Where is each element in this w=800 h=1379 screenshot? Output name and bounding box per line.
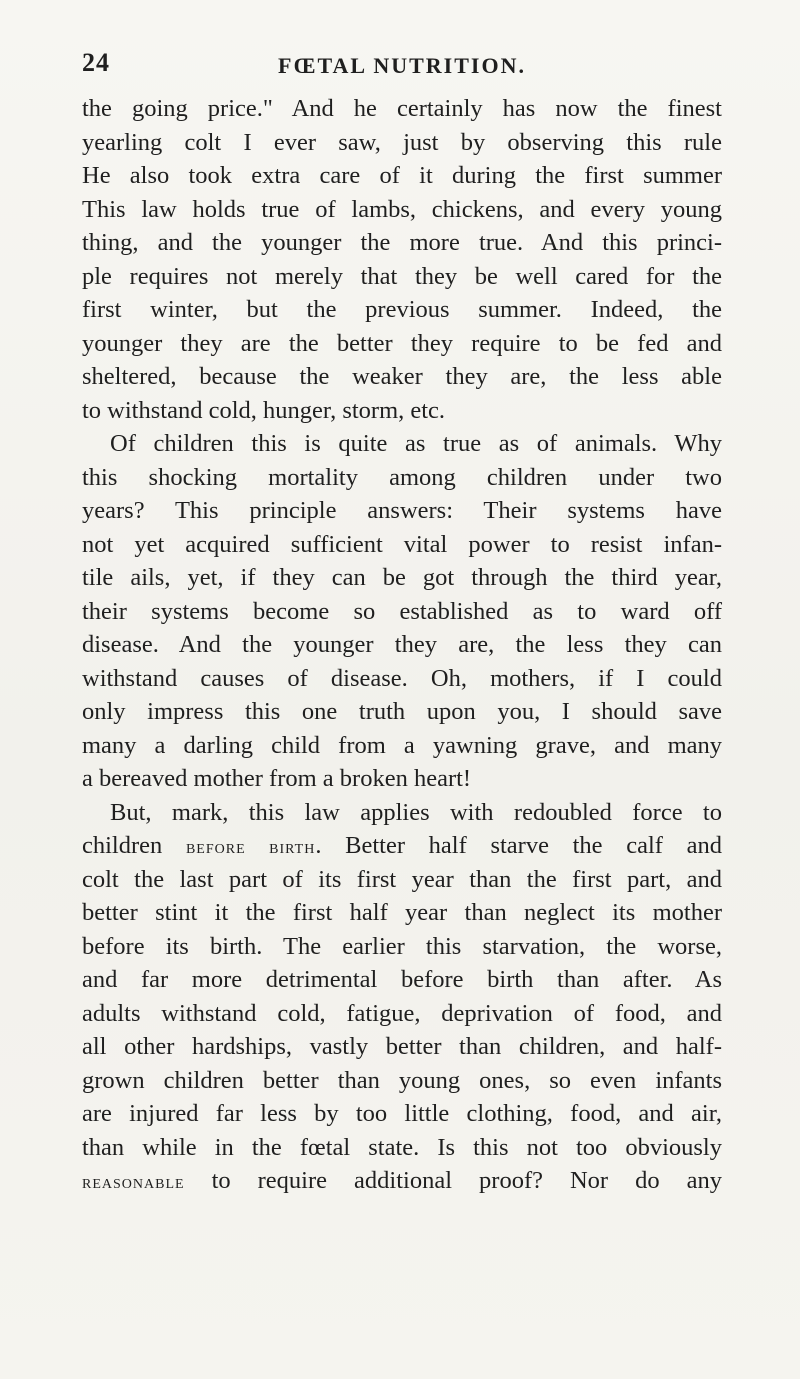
text-line: only impress this one truth upon you, I should save <box>82 698 722 725</box>
text-line: years? This principle answers: Their systems have <box>82 497 722 524</box>
text-line: not yet acquired sufficient vital power to resist infan- <box>82 530 722 558</box>
text-line: than while in the fœtal state. Is this not too obviously <box>82 1133 722 1161</box>
text-line: disease. And the younger they are, the less they can <box>82 631 722 658</box>
text-line: sheltered, because the weaker they are, the less able <box>82 363 722 390</box>
body-text <box>82 92 722 1198</box>
text-line: Of children this is quite as true as of animals. Why <box>110 430 722 457</box>
text-line: a bereaved mother from a broken heart! <box>82 765 472 792</box>
text-line: are injured far less by too little clothing, food, and air, <box>82 1100 722 1127</box>
text-line: This law holds true of lambs, chickens, and every young <box>82 195 722 223</box>
page-number: 24 <box>82 48 110 77</box>
small-caps-phrase: reasonable <box>82 1171 185 1193</box>
text-line: thing, and the younger the more true. And this princi- <box>82 229 722 256</box>
text-line: yearling colt I ever saw, just by observing this rule <box>82 128 722 156</box>
text-fragment: to require additional proof? Nor do any <box>184 1167 722 1194</box>
text-line: this shocking mortality among children under two <box>82 463 722 491</box>
text-line: their systems become so established as to ward off <box>82 597 722 625</box>
text-line: He also took extra care of it during the first summer <box>82 162 722 189</box>
text-fragment: children <box>82 832 186 859</box>
running-head <box>82 48 722 88</box>
text-line: better stint it the first half year than neglect its mother <box>82 899 722 926</box>
text-line: withstand causes of disease. Oh, mothers, if I could <box>82 664 722 692</box>
text-line <box>82 1164 722 1198</box>
text-line: grown children better than young ones, so even infants <box>82 1066 722 1094</box>
text-line: younger they are the better they require to be fed and <box>82 329 722 357</box>
text-line: But, mark, this law applies with redoubled force to <box>110 798 722 826</box>
running-title: FŒTAL NUTRITION. <box>278 53 526 78</box>
text-line: the going price." And he certainly has now the finest <box>82 95 722 122</box>
text-line: ple requires not merely that they be well cared for the <box>82 262 722 290</box>
text-line <box>82 829 722 863</box>
text-line: and far more detrimental before birth than after. As <box>82 966 722 993</box>
text-line: many a darling child from a yawning grave, and many <box>82 731 722 759</box>
text-line: tile ails, yet, if they can be got through the third year, <box>82 564 722 591</box>
text-fragment: . Better half starve the calf and <box>315 832 722 859</box>
text-line: before its birth. The earlier this starvation, the worse, <box>82 932 722 960</box>
small-caps-phrase: before birth <box>185 836 316 858</box>
text-line: colt the last part of its first year than the first part, and <box>82 865 722 893</box>
text-line: first winter, but the previous summer. Indeed, the <box>82 296 722 323</box>
text-line: adults withstand cold, fatigue, deprivation of food, and <box>82 999 722 1027</box>
text-line: all other hardships, vastly better than children, and half- <box>82 1033 722 1060</box>
text-line: to withstand cold, hunger, storm, etc. <box>82 396 446 424</box>
